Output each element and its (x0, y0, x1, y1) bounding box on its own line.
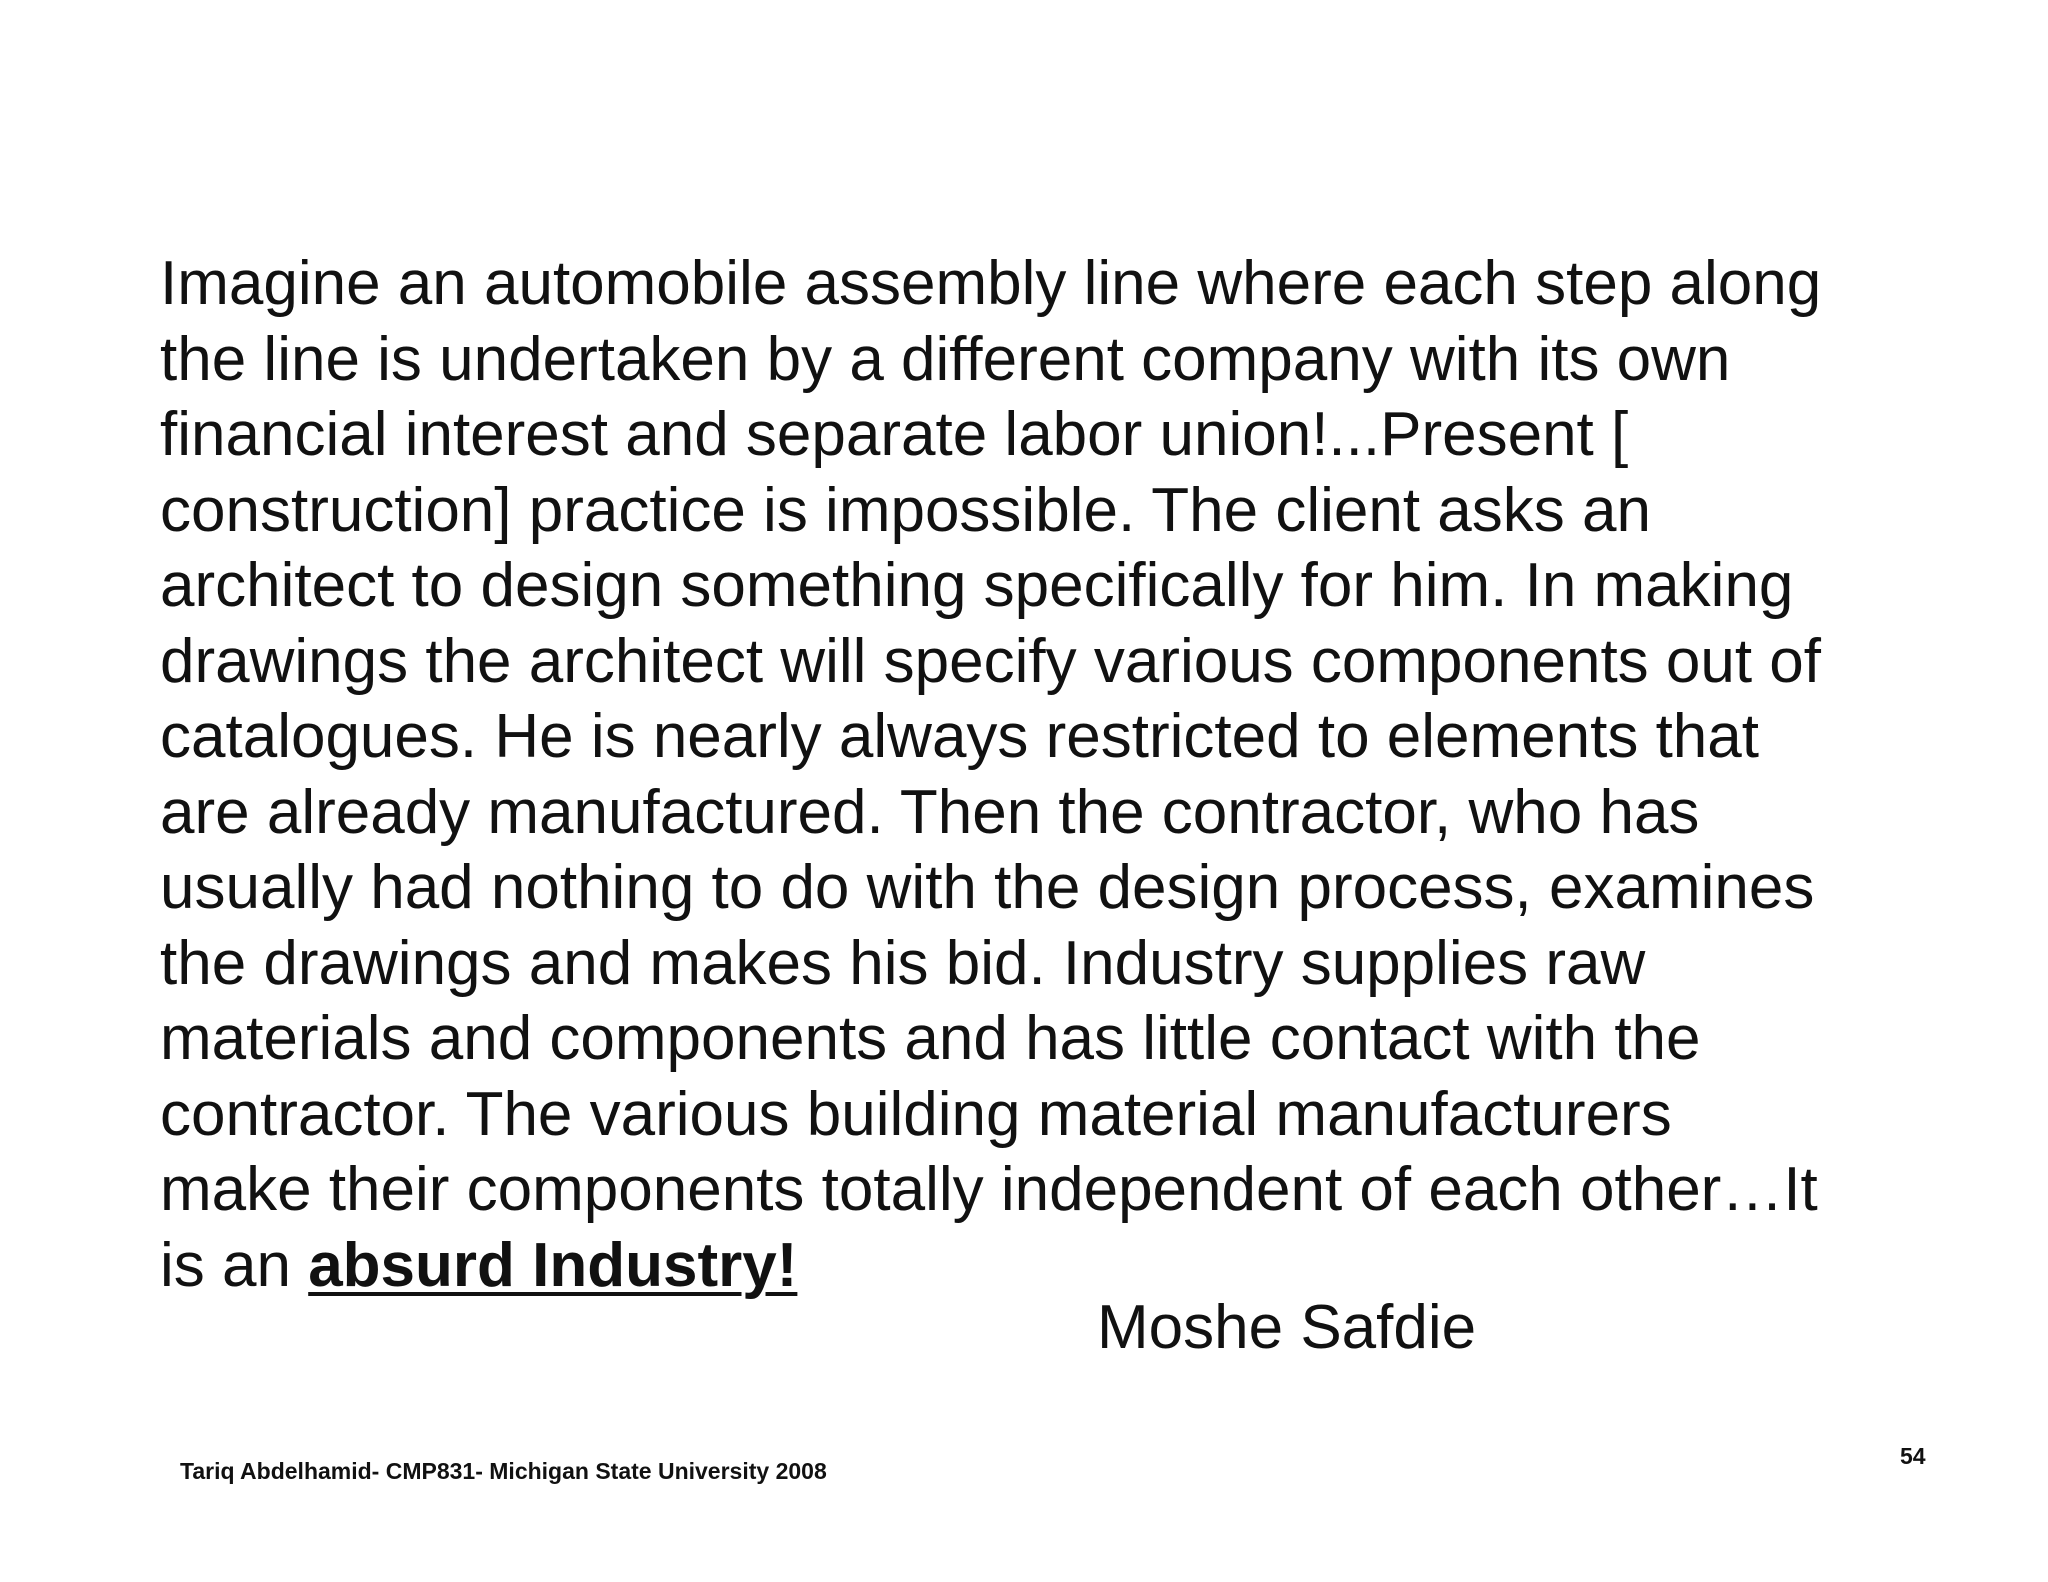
quote-line: construction] practice is impossible. The client asks an (160, 475, 1651, 545)
quote-line: the line is undertaken by a different company with its own (160, 324, 1731, 394)
quote-line: Imagine an automobile assembly line where each step along (160, 249, 1822, 318)
quote-line: contractor. The various building material manufacturers (160, 1079, 1672, 1149)
quote-last-line-prefix: is an (160, 1230, 309, 1300)
footer-credit: Tariq Abdelhamid- CMP831- Michigan State University 2008 (180, 1458, 827, 1484)
quote-line: materials and components and has little contact with the (160, 1004, 1701, 1073)
quote-author: Moshe Safdie (1097, 1293, 1477, 1362)
quote-line: catalogues. He is nearly always restricted to elements that (160, 702, 1759, 771)
quote-last-line (160, 1228, 1900, 1304)
quote-line: are already manufactured. Then the contractor, who has (160, 777, 1700, 847)
quote-text (160, 246, 1900, 1303)
quote-line: drawings the architect will specify various components out of (160, 626, 1822, 696)
quote-line: architect to design something specifically for him. In making (160, 551, 1794, 620)
quote-line: financial interest and separate labor union!...Present [ (160, 400, 1629, 469)
page-number: 54 (1900, 1443, 1926, 1469)
quote-line: the drawings and makes his bid. Industry supplies raw (160, 928, 1646, 998)
emphasis-text: absurd Industry! (308, 1230, 798, 1300)
quote-line: usually had nothing to do with the design process, examines (160, 853, 1815, 922)
quote-line: make their components totally independent of each other…It (160, 1155, 1818, 1224)
